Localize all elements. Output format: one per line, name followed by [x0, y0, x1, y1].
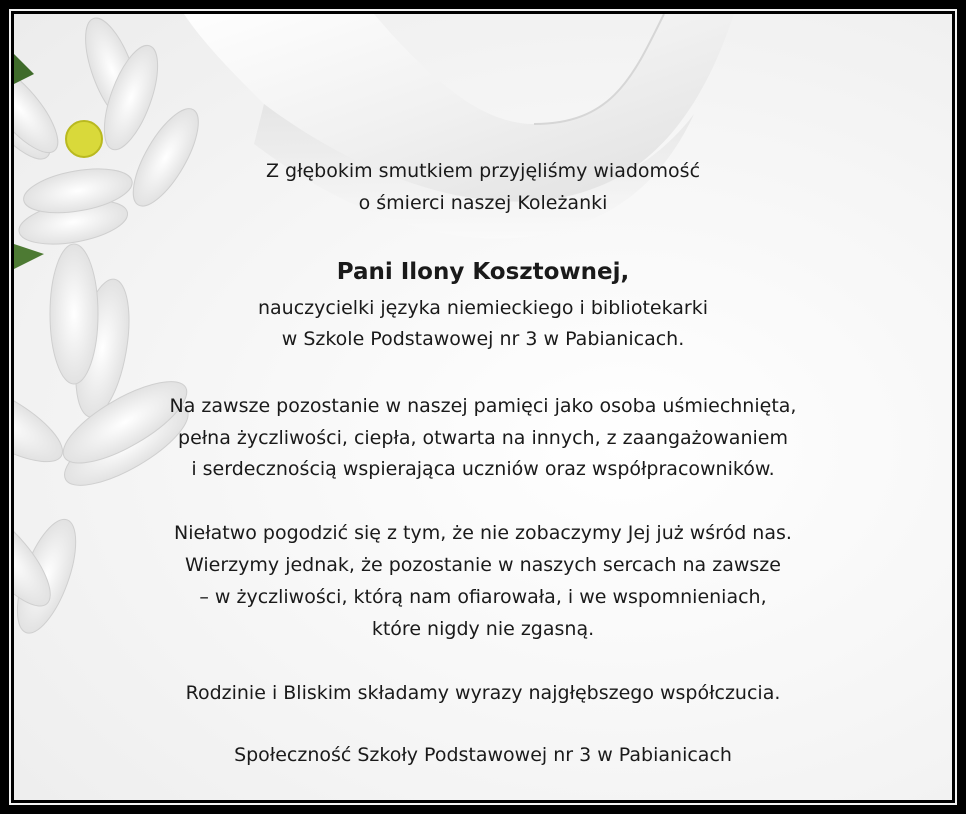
intro-line-2: o śmierci naszej Koleżanki — [358, 192, 608, 214]
farewell-line-1: Niełatwo pogodzić się z tym, że nie zobaczymy Jej już wśród nas. — [174, 522, 792, 544]
deceased-name: Pani Ilony Kosztownej, — [336, 259, 630, 285]
farewell-line-3: – w życzliwości, którą nam ofiarowała, i we wspomnieniach, — [199, 586, 767, 608]
role-line-1: nauczycielki języka niemieckiego i bibliotekarki — [257, 297, 709, 319]
farewell-line-2: Wierzymy jednak, że pozostanie w naszych sercach na zawsze — [185, 554, 781, 576]
condolences-line: Rodzinie i Bliskim składamy wyrazy najgłębszego współczucia. — [185, 682, 781, 704]
role-line-2: w Szkole Podstawowej nr 3 w Pabianicach. — [281, 328, 685, 350]
memory-line-3: i serdecznością wspierająca uczniów oraz współpracowników. — [191, 458, 775, 480]
obituary-text — [14, 14, 952, 800]
signature-line: Społeczność Szkoły Podstawowej nr 3 w Pabianicach — [234, 744, 732, 766]
obituary-card — [14, 14, 952, 800]
farewell-line-4: które nigdy nie zgasną. — [371, 618, 595, 640]
intro-line-1: Z głębokim smutkiem przyjęliśmy wiadomość — [265, 160, 701, 182]
memory-line-2: pełna życzliwości, ciepła, otwarta na innych, z zaangażowaniem — [178, 427, 788, 449]
memory-line-1: Na zawsze pozostanie w naszej pamięci jako osoba uśmiechnięta, — [169, 395, 797, 417]
